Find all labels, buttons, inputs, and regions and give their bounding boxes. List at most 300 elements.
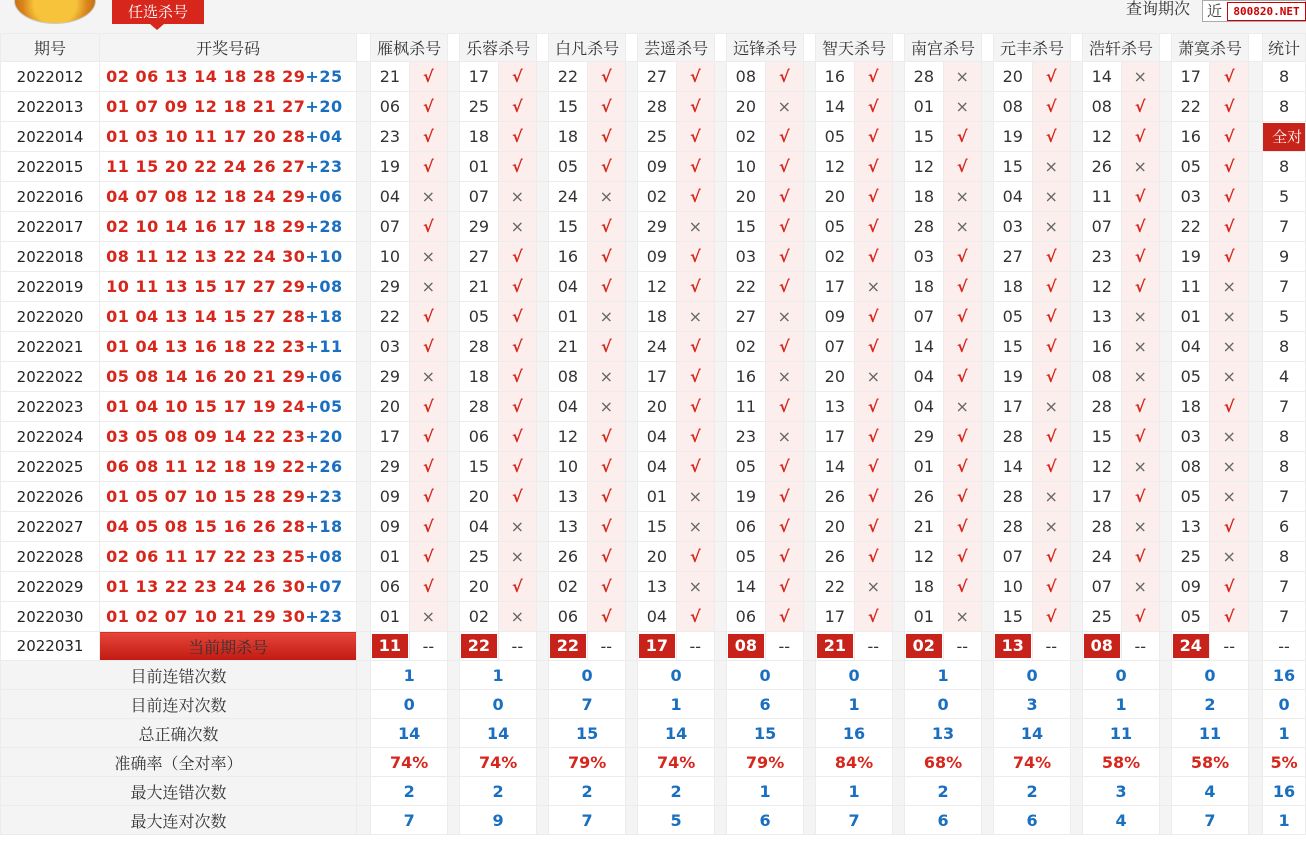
kill-number-cell: 12	[638, 272, 676, 302]
table-row	[1, 422, 1306, 452]
wrong-mark: ×	[1133, 367, 1147, 386]
column-gap	[804, 777, 816, 806]
col-header-expert[interactable]: 白凡杀号	[549, 34, 626, 62]
correct-mark: √	[1045, 367, 1057, 386]
column-gap	[448, 212, 460, 242]
column-gap	[1159, 661, 1171, 690]
correct-mark: √	[956, 277, 968, 296]
summary-value: 14	[638, 719, 715, 748]
summary-value: 79%	[727, 748, 804, 777]
column-gap	[981, 362, 993, 392]
check-mark-icon	[1032, 332, 1070, 362]
kill-number-cell: 06	[371, 92, 409, 122]
column-gap	[537, 748, 549, 777]
column-gap	[892, 62, 904, 92]
column-gap	[981, 182, 993, 212]
summary-value: 15	[549, 719, 626, 748]
column-gap	[357, 332, 371, 362]
kill-number-cell: 02	[460, 602, 498, 632]
correct-mark: √	[867, 547, 879, 566]
kill-number-cell: 15	[727, 212, 765, 242]
tab-random-kill[interactable]: 任选杀号	[112, 0, 204, 24]
column-gap	[1159, 512, 1171, 542]
wrong-mark: ×	[688, 217, 702, 236]
column-gap	[357, 62, 371, 92]
column-gap	[1070, 748, 1082, 777]
column-gap	[1248, 719, 1262, 748]
stat-cell: 5	[1263, 182, 1306, 212]
summary-value: 1	[816, 777, 893, 806]
correct-mark: √	[956, 457, 968, 476]
column-gap	[715, 62, 727, 92]
column-gap	[1070, 242, 1082, 272]
summary-value: 2	[1172, 690, 1249, 719]
wrong-mark: ×	[421, 607, 436, 626]
kill-number-cell: 27	[460, 242, 498, 272]
query-period-label: 查询期次	[1126, 0, 1191, 18]
cross-mark-icon	[765, 92, 803, 122]
summary-stat: 16	[1263, 777, 1306, 806]
kill-number-table	[0, 33, 1306, 835]
kill-number-cell: 09	[638, 152, 676, 182]
column-gap	[804, 719, 816, 748]
column-gap	[537, 632, 549, 661]
check-mark-icon	[943, 242, 981, 272]
check-mark-icon	[943, 332, 981, 362]
site-logo-icon[interactable]	[14, 0, 96, 24]
kill-number-cell: 20	[816, 182, 854, 212]
period-cell: 2022020	[1, 302, 100, 332]
summary-value: 1	[638, 690, 715, 719]
correct-mark: √	[1223, 187, 1235, 206]
column-gap	[448, 242, 460, 272]
kill-number-cell: 05	[816, 212, 854, 242]
correct-mark: √	[1134, 607, 1146, 626]
column-gap	[448, 122, 460, 152]
check-mark-icon	[765, 62, 803, 92]
summary-row	[1, 806, 1306, 835]
check-mark-icon	[854, 512, 892, 542]
correct-mark: √	[1045, 277, 1057, 296]
check-mark-icon	[498, 452, 536, 482]
period-cell: 2022012	[1, 62, 100, 92]
check-mark-icon	[587, 572, 625, 602]
summary-value: 6	[727, 806, 804, 835]
col-header-expert[interactable]: 智天杀号	[816, 34, 893, 62]
column-gap	[626, 748, 638, 777]
column-gap	[715, 452, 727, 482]
column-gap	[981, 272, 993, 302]
cross-mark-icon	[943, 392, 981, 422]
kill-number-cell: 13	[1172, 512, 1210, 542]
column-gap	[1070, 719, 1082, 748]
column-gap	[1159, 806, 1171, 835]
draw-numbers-cell	[100, 152, 357, 182]
cross-mark-icon	[498, 512, 536, 542]
special-number: +20	[305, 97, 343, 116]
kill-number-cell: 26	[816, 542, 854, 572]
column-gap	[626, 572, 638, 602]
check-mark-icon	[854, 212, 892, 242]
column-gap	[357, 362, 371, 392]
draw-numbers-cell	[100, 302, 357, 332]
check-mark-icon	[943, 482, 981, 512]
check-mark-icon	[943, 362, 981, 392]
period-cell: 2022024	[1, 422, 100, 452]
column-gap	[1248, 452, 1262, 482]
correct-mark: √	[511, 427, 523, 446]
cross-mark-icon	[1032, 392, 1070, 422]
current-kill-cell	[460, 632, 498, 661]
wrong-mark: ×	[421, 187, 436, 206]
table-row	[1, 242, 1306, 272]
check-mark-icon	[943, 302, 981, 332]
kill-number-cell: 12	[816, 152, 854, 182]
kill-number-cell: 19	[994, 362, 1032, 392]
wrong-mark: ×	[955, 607, 969, 626]
check-mark-icon	[854, 242, 892, 272]
correct-mark: √	[511, 397, 523, 416]
column-gap	[804, 62, 816, 92]
table-row	[1, 362, 1306, 392]
column-gap	[626, 92, 638, 122]
col-header-expert[interactable]: 雁枫杀号	[371, 34, 448, 62]
table-row	[1, 542, 1306, 572]
summary-value: 2	[994, 777, 1071, 806]
wrong-mark: ×	[510, 217, 525, 236]
column-gap	[357, 572, 371, 602]
kill-number-cell: 02	[727, 332, 765, 362]
check-mark-icon	[1210, 212, 1248, 242]
column-gap	[537, 512, 549, 542]
check-mark-icon	[498, 392, 536, 422]
summary-label: 总正确次数	[1, 719, 357, 748]
all-correct-badge: 全对	[1263, 123, 1305, 151]
column-gap	[537, 690, 549, 719]
kill-number-cell: 01	[371, 542, 409, 572]
correct-mark: √	[423, 127, 434, 146]
column-gap	[892, 632, 904, 661]
draw-numbers-cell	[100, 92, 357, 122]
summary-value: 14	[460, 719, 537, 748]
check-mark-icon	[409, 482, 447, 512]
column-gap	[715, 362, 727, 392]
correct-mark: √	[600, 487, 612, 506]
column-gap	[804, 661, 816, 690]
current-kill-number: 17	[639, 634, 675, 658]
kill-number-cell: 06	[727, 602, 765, 632]
kill-number-cell: 04	[638, 452, 676, 482]
kill-number-cell: 15	[905, 122, 943, 152]
correct-mark: √	[1045, 577, 1057, 596]
current-kill-number: 08	[728, 634, 764, 658]
stat-cell: 6	[1263, 512, 1306, 542]
correct-mark: √	[423, 487, 434, 506]
col-header-expert[interactable]: 元丰杀号	[994, 34, 1071, 62]
column-gap	[1248, 777, 1262, 806]
correct-mark: √	[956, 517, 968, 536]
col-header-expert[interactable]: 南宫杀号	[905, 34, 982, 62]
query-period-select[interactable]: 近	[1202, 0, 1306, 22]
correct-mark: √	[1134, 187, 1146, 206]
correct-mark: √	[600, 247, 612, 266]
cross-mark-icon	[1121, 512, 1159, 542]
current-kill-number: 21	[817, 634, 853, 658]
stat-cell: 8	[1263, 152, 1306, 182]
check-mark-icon	[498, 572, 536, 602]
check-mark-icon	[409, 62, 447, 92]
summary-value: 68%	[905, 748, 982, 777]
column-gap	[626, 661, 638, 690]
kill-number-cell: 12	[1083, 452, 1121, 482]
current-kill-cell	[371, 632, 409, 661]
correct-mark: √	[423, 517, 434, 536]
special-number: +05	[305, 397, 343, 416]
kill-number-cell: 09	[816, 302, 854, 332]
correct-mark: √	[511, 487, 523, 506]
check-mark-icon	[498, 422, 536, 452]
kill-number-cell: 15	[994, 152, 1032, 182]
summary-row	[1, 748, 1306, 777]
column-gap	[804, 212, 816, 242]
summary-value: 7	[816, 806, 893, 835]
kill-number-cell: 18	[460, 362, 498, 392]
kill-number-cell: 03	[727, 242, 765, 272]
correct-mark: √	[1045, 607, 1057, 626]
summary-label: 最大连错次数	[1, 777, 357, 806]
special-number: +23	[305, 607, 343, 626]
kill-number-cell: 23	[727, 422, 765, 452]
wrong-mark: ×	[688, 307, 702, 326]
special-number: +28	[305, 217, 343, 236]
cross-mark-icon	[676, 212, 714, 242]
correct-mark: √	[778, 517, 790, 536]
column-gap	[1248, 332, 1262, 362]
current-kill-cell	[1083, 632, 1121, 661]
correct-mark: √	[867, 247, 879, 266]
cross-mark-icon	[854, 572, 892, 602]
column-gap	[892, 422, 904, 452]
check-mark-icon	[409, 332, 447, 362]
header-row	[1, 34, 1306, 62]
summary-value: 4	[1083, 806, 1160, 835]
summary-value: 2	[371, 777, 448, 806]
kill-number-cell: 04	[638, 422, 676, 452]
draw-numbers-cell	[100, 62, 357, 92]
pending-mark: --	[854, 632, 892, 661]
summary-value: 0	[460, 690, 537, 719]
kill-number-cell: 27	[727, 302, 765, 332]
kill-number-cell: 05	[1172, 362, 1210, 392]
kill-number-cell: 22	[371, 302, 409, 332]
cross-mark-icon	[854, 272, 892, 302]
wrong-mark: ×	[1044, 397, 1058, 416]
column-gap	[981, 92, 993, 122]
wrong-mark: ×	[421, 247, 436, 266]
cross-mark-icon	[409, 362, 447, 392]
column-gap	[357, 806, 371, 835]
col-header-expert[interactable]: 萧寞杀号	[1172, 34, 1249, 62]
kill-number-cell: 28	[994, 482, 1032, 512]
summary-value: 2	[638, 777, 715, 806]
check-mark-icon	[943, 422, 981, 452]
column-gap	[448, 777, 460, 806]
col-header-expert[interactable]: 远锋杀号	[727, 34, 804, 62]
summary-stat: 1	[1263, 806, 1306, 835]
correct-mark: √	[867, 307, 879, 326]
summary-value: 6	[727, 690, 804, 719]
correct-mark: √	[867, 97, 879, 116]
cross-mark-icon	[1121, 302, 1159, 332]
period-cell: 2022026	[1, 482, 100, 512]
kill-number-cell: 13	[549, 482, 587, 512]
column-gap	[537, 302, 549, 332]
kill-number-cell: 06	[371, 572, 409, 602]
kill-number-cell: 17	[816, 422, 854, 452]
kill-number-cell: 17	[1083, 482, 1121, 512]
draw-numbers-cell	[100, 392, 357, 422]
check-mark-icon	[1210, 92, 1248, 122]
column-gap	[715, 122, 727, 152]
check-mark-icon	[587, 602, 625, 632]
col-header-period: 期号	[1, 34, 100, 62]
pending-mark: --	[1032, 632, 1070, 661]
kill-number-cell: 04	[549, 392, 587, 422]
column-gap	[537, 62, 549, 92]
correct-mark: √	[867, 187, 879, 206]
summary-value: 1	[371, 661, 448, 690]
kill-number-cell: 22	[816, 572, 854, 602]
column-gap	[1070, 482, 1082, 512]
kill-number-cell: 22	[549, 62, 587, 92]
correct-mark: √	[600, 577, 612, 596]
cross-mark-icon	[1210, 452, 1248, 482]
col-header-expert[interactable]: 浩轩杀号	[1083, 34, 1160, 62]
col-header-expert[interactable]: 芸遥杀号	[638, 34, 715, 62]
column-gap	[357, 482, 371, 512]
column-gap	[981, 62, 993, 92]
column-gap	[1248, 602, 1262, 632]
column-gap	[1248, 62, 1262, 92]
summary-value: 74%	[994, 748, 1071, 777]
main-numbers: 02 06 13 14 18 28 29	[106, 67, 306, 86]
summary-stat: 5%	[1263, 748, 1306, 777]
column-gap	[892, 482, 904, 512]
column-gap	[1248, 632, 1262, 661]
column-gap	[1248, 806, 1262, 835]
correct-mark: √	[867, 67, 879, 86]
column-gap	[1159, 572, 1171, 602]
period-cell: 2022018	[1, 242, 100, 272]
kill-number-cell: 18	[994, 272, 1032, 302]
cross-mark-icon	[1210, 362, 1248, 392]
check-mark-icon	[765, 452, 803, 482]
correct-mark: √	[689, 157, 701, 176]
column-gap	[981, 572, 993, 602]
col-header-expert[interactable]: 乐蓉杀号	[460, 34, 537, 62]
correct-mark: √	[778, 187, 790, 206]
kill-number-cell: 04	[1172, 332, 1210, 362]
column-gap	[626, 542, 638, 572]
correct-mark: √	[867, 487, 879, 506]
check-mark-icon	[1032, 242, 1070, 272]
cross-mark-icon	[1121, 152, 1159, 182]
kill-number-cell: 25	[460, 92, 498, 122]
column-gap	[626, 242, 638, 272]
column-gap	[537, 422, 549, 452]
kill-number-cell: 27	[638, 62, 676, 92]
wrong-mark: ×	[599, 307, 614, 326]
correct-mark: √	[600, 67, 612, 86]
wrong-mark: ×	[688, 487, 702, 506]
kill-number-cell: 22	[1172, 92, 1210, 122]
column-gap	[892, 806, 904, 835]
column-gap	[715, 542, 727, 572]
correct-mark: √	[1134, 247, 1146, 266]
summary-label: 准确率（全对率）	[1, 748, 357, 777]
kill-number-cell: 17	[1172, 62, 1210, 92]
correct-mark: √	[511, 97, 523, 116]
correct-mark: √	[867, 427, 879, 446]
main-numbers: 01 04 13 14 15 27 28	[106, 307, 306, 326]
column-gap	[981, 482, 993, 512]
summary-value: 7	[1172, 806, 1249, 835]
correct-mark: √	[1134, 427, 1146, 446]
column-gap	[1159, 62, 1171, 92]
check-mark-icon	[765, 182, 803, 212]
correct-mark: √	[1134, 127, 1146, 146]
column-gap	[1070, 272, 1082, 302]
check-mark-icon	[587, 242, 625, 272]
kill-number-cell: 12	[905, 152, 943, 182]
current-kill-cell	[816, 632, 854, 661]
correct-mark: √	[423, 397, 434, 416]
check-mark-icon	[676, 422, 714, 452]
column-gap	[715, 92, 727, 122]
cross-mark-icon	[498, 182, 536, 212]
column-gap	[357, 242, 371, 272]
column-gap	[626, 392, 638, 422]
current-stat-cell: --	[1263, 632, 1306, 661]
column-gap	[892, 362, 904, 392]
check-mark-icon	[587, 272, 625, 302]
special-number: +11	[305, 337, 343, 356]
check-mark-icon	[765, 392, 803, 422]
correct-mark: √	[1223, 577, 1235, 596]
kill-number-cell: 18	[638, 302, 676, 332]
kill-number-cell: 24	[549, 182, 587, 212]
summary-value: 2	[460, 777, 537, 806]
column-gap	[448, 512, 460, 542]
kill-number-cell: 08	[727, 62, 765, 92]
column-gap	[804, 512, 816, 542]
kill-number-cell: 08	[1083, 92, 1121, 122]
kill-number-cell: 08	[994, 92, 1032, 122]
cross-mark-icon	[1210, 302, 1248, 332]
kill-number-cell: 21	[371, 62, 409, 92]
summary-value: 84%	[816, 748, 893, 777]
column-gap	[626, 690, 638, 719]
correct-mark: √	[1045, 427, 1057, 446]
stat-cell: 4	[1263, 362, 1306, 392]
cross-mark-icon	[943, 602, 981, 632]
summary-value: 0	[1083, 661, 1160, 690]
cross-mark-icon	[409, 602, 447, 632]
wrong-mark: ×	[1222, 457, 1236, 476]
column-gap	[981, 452, 993, 482]
wrong-mark: ×	[1133, 307, 1147, 326]
draw-numbers-cell	[100, 182, 357, 212]
